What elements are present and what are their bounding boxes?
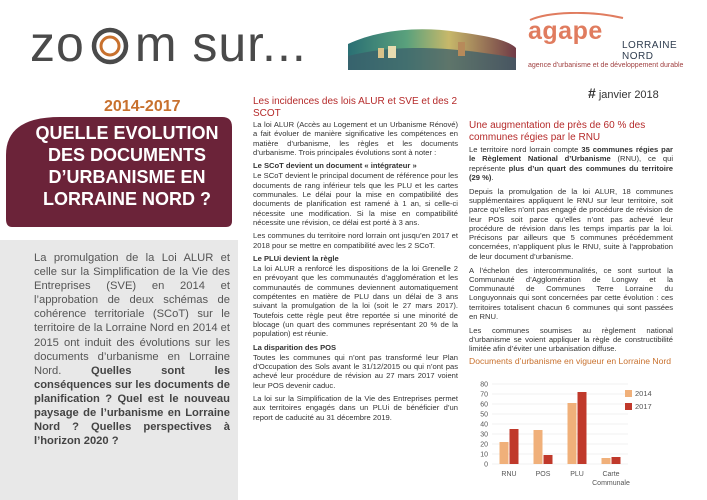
y-tick-label: 50 bbox=[480, 411, 488, 419]
paragraph: Les communes soumises au règlement national d’urbanisme se voient appliquer la règle de constructibilité limitée afin d’éviter une urbanisation diffuse. bbox=[469, 325, 673, 354]
x-tick-label: Carte bbox=[602, 471, 620, 478]
section-heading-rnu: Une augmentation de près de 60 % des communes régies par le RNU bbox=[469, 120, 646, 143]
intro-paragraph bbox=[34, 251, 230, 448]
bar-2017-rnu bbox=[510, 429, 519, 464]
y-tick-label: 20 bbox=[480, 441, 488, 449]
bar-2017-plu bbox=[578, 392, 587, 464]
logo-region-line2: NORD bbox=[622, 51, 654, 62]
y-tick-label: 10 bbox=[480, 451, 488, 459]
legend-label: 2017 bbox=[635, 402, 652, 411]
y-tick-label: 60 bbox=[480, 401, 488, 409]
text-run: . bbox=[491, 172, 494, 182]
section-body-rnu bbox=[469, 145, 673, 358]
text-run-bold: 35 communes régies par le Règlement National d’Urbanisme bbox=[469, 145, 673, 164]
intro-questions: Quelles sont les conséquences sur les documents de planification ? Quel est le nouveau paysage de l’urbanisme en Lorraine Nord ? Quelles perspectives à l’horizon 2020 ? bbox=[34, 364, 230, 448]
subheading-plui: Le PLUi devient la règle bbox=[253, 253, 339, 263]
issue-date bbox=[588, 85, 659, 101]
agape-logo-word: agape bbox=[528, 17, 603, 45]
x-tick-label: POS bbox=[535, 471, 551, 478]
paragraph: Depuis la promulgation de la loi ALUR, 18 communes supplémentaires appliquent le RNU sur leur territoire, soit parce qu’elles n’ont pas engagé de procédure de révision de leur POS soit parce qu’elles n’ont pas achevé leur procédure de révision dans les temps impartis par la loi. Précisons par ailleurs que 5 communes précédemment concernées, n’appliquent plus le RNU, suite à l’approbation de leur document d’urbanisme. bbox=[469, 186, 673, 261]
logo-region-line1: LORRAINE bbox=[622, 40, 678, 51]
legend-item bbox=[625, 387, 652, 400]
paragraph: Les communes du territoire nord lorrain ont jusqu’en 2017 et 2018 pour se mettre en compatibilité avec les 2 SCoT. bbox=[253, 231, 458, 250]
subheading-pos: La disparition des POS bbox=[253, 342, 337, 352]
legend-item bbox=[625, 400, 652, 413]
decorative-landscape-banner bbox=[348, 22, 516, 70]
text-run: Le territoire nord lorrain compte bbox=[469, 145, 582, 154]
zoom-sur-title bbox=[30, 14, 307, 74]
section-body-laws bbox=[253, 120, 458, 426]
paragraph: Le SCoT devient le principal document de référence pour les documents de rang inférieur tels que les PLU et les cartes communales. Le délai pour la mise en compatibilité des documents de planification est ramené à 1 an, si celle-ci nécessite une modification. Si la mise en compatibilité nécessite une révision, ce délai est porté à 3 ans. bbox=[253, 171, 458, 227]
y-tick-label: 30 bbox=[480, 431, 488, 439]
legend-label: 2014 bbox=[635, 389, 652, 398]
zoom-title-prefix: zo bbox=[30, 16, 85, 72]
bar-2017-pos bbox=[544, 455, 553, 464]
y-tick-label: 70 bbox=[480, 391, 488, 399]
date-text: janvier 2018 bbox=[598, 89, 659, 101]
agape-logo bbox=[528, 18, 603, 44]
paragraph bbox=[469, 145, 673, 182]
y-tick-label: 0 bbox=[484, 461, 488, 469]
bar-2017-carte-communale bbox=[612, 457, 621, 464]
zoom-o-glyph bbox=[87, 21, 133, 67]
text-run: (RNU), ce qui représente bbox=[469, 154, 674, 173]
y-tick-label: 40 bbox=[480, 421, 488, 429]
text-run-bold: plus d’un quart des communes du territoire (29 %) bbox=[469, 163, 673, 182]
page-title: QUELLE EVOLUTION DES DOCUMENTS D’URBANISME EN LORRAINE NORD ? bbox=[35, 123, 219, 209]
paragraph: La loi ALUR a renforcé les dispositions de la loi Grenelle 2 en prévoyant que les communautés d’agglomération et les communautés de communes deviennent automatiquement compétentes en matière de PLU dans un délai de 3 ans suivant la promulgation de la loi (soit le 27 mars 2017). Toutefois cette règle peut être reportée si une minorité de blocage (un quart des communes représentant 20 % de la population) est réunie. bbox=[253, 264, 458, 339]
subheading-scot: Le SCoT devient un document « intégrateur » bbox=[253, 161, 417, 171]
x-tick-label: PLU bbox=[570, 471, 584, 478]
logo-tagline: agence d'urbanisme et de développement durable bbox=[528, 62, 684, 69]
logo-region bbox=[622, 40, 677, 62]
bar-2014-pos bbox=[534, 430, 543, 464]
legend-swatch bbox=[625, 403, 632, 410]
legend-swatch bbox=[625, 390, 632, 397]
paragraph: La loi ALUR (Accès au Logement et un Urbanisme Rénové) a fait évoluer de manière significative les compétences en matière d’urbanisme, les règles et les documents d’urbanisme. Trois principales évolutions sont à noter : bbox=[253, 120, 458, 157]
paragraph: Toutes les communes qui n’ont pas transformé leur Plan d’Occupation des Sols avant le 31/12/2015 ou qui n’ont pas achevé leur procédure de révision au 27 mars 2017 voient leur POS devenir caduc. bbox=[253, 352, 458, 390]
paragraph: A l’échelon des intercommunalités, ce sont surtout la Communauté d’Agglomération de Longwy et la Communauté de Communes Terre Lorraine du Longuyonnais qui sont concernées par cette évolution : ces territoires totalisent chacun 6 communes qui sont passées en RNU. bbox=[469, 265, 673, 322]
zoom-title-suffix: m sur... bbox=[134, 16, 307, 72]
paragraph: La loi sur la Simplification de la Vie des Entreprises permet aux territoires engagés dans un PLUi de bénéficier d’un report de caducité au 31 décembre 2019. bbox=[253, 394, 458, 422]
x-tick-label: RNU bbox=[501, 471, 517, 478]
chart-legend bbox=[625, 387, 652, 413]
bar-2014-carte-communale bbox=[602, 458, 611, 464]
y-tick-label: 80 bbox=[480, 381, 488, 389]
chart-title: Documents d’urbanisme en vigueur en Lorraine Nord bbox=[469, 356, 672, 366]
bar-chart bbox=[460, 378, 686, 496]
agape-swoosh-icon bbox=[528, 12, 628, 38]
x-tick-label: Communale bbox=[592, 480, 630, 487]
section-heading-laws: Les incidences des lois ALUR et SVE et des 2 SCOT bbox=[253, 96, 458, 119]
bar-2014-rnu bbox=[500, 442, 509, 464]
intro-text: La promulgation de la Loi ALUR et celle sur la Simplification de la Vie des Entreprises (SVE) en 2014 et l’approbation de deux schémas de cohérence territoriale (SCoT) sur le territoire de la Lorraine Nord en 2014 et 2015 ont induit des évolutions sur les documents d’urbanisme en Lorraine Nord. bbox=[34, 252, 230, 377]
bar-2014-plu bbox=[568, 403, 577, 464]
period-label: 2014-2017 bbox=[104, 98, 181, 115]
date-hash: # bbox=[588, 85, 596, 101]
